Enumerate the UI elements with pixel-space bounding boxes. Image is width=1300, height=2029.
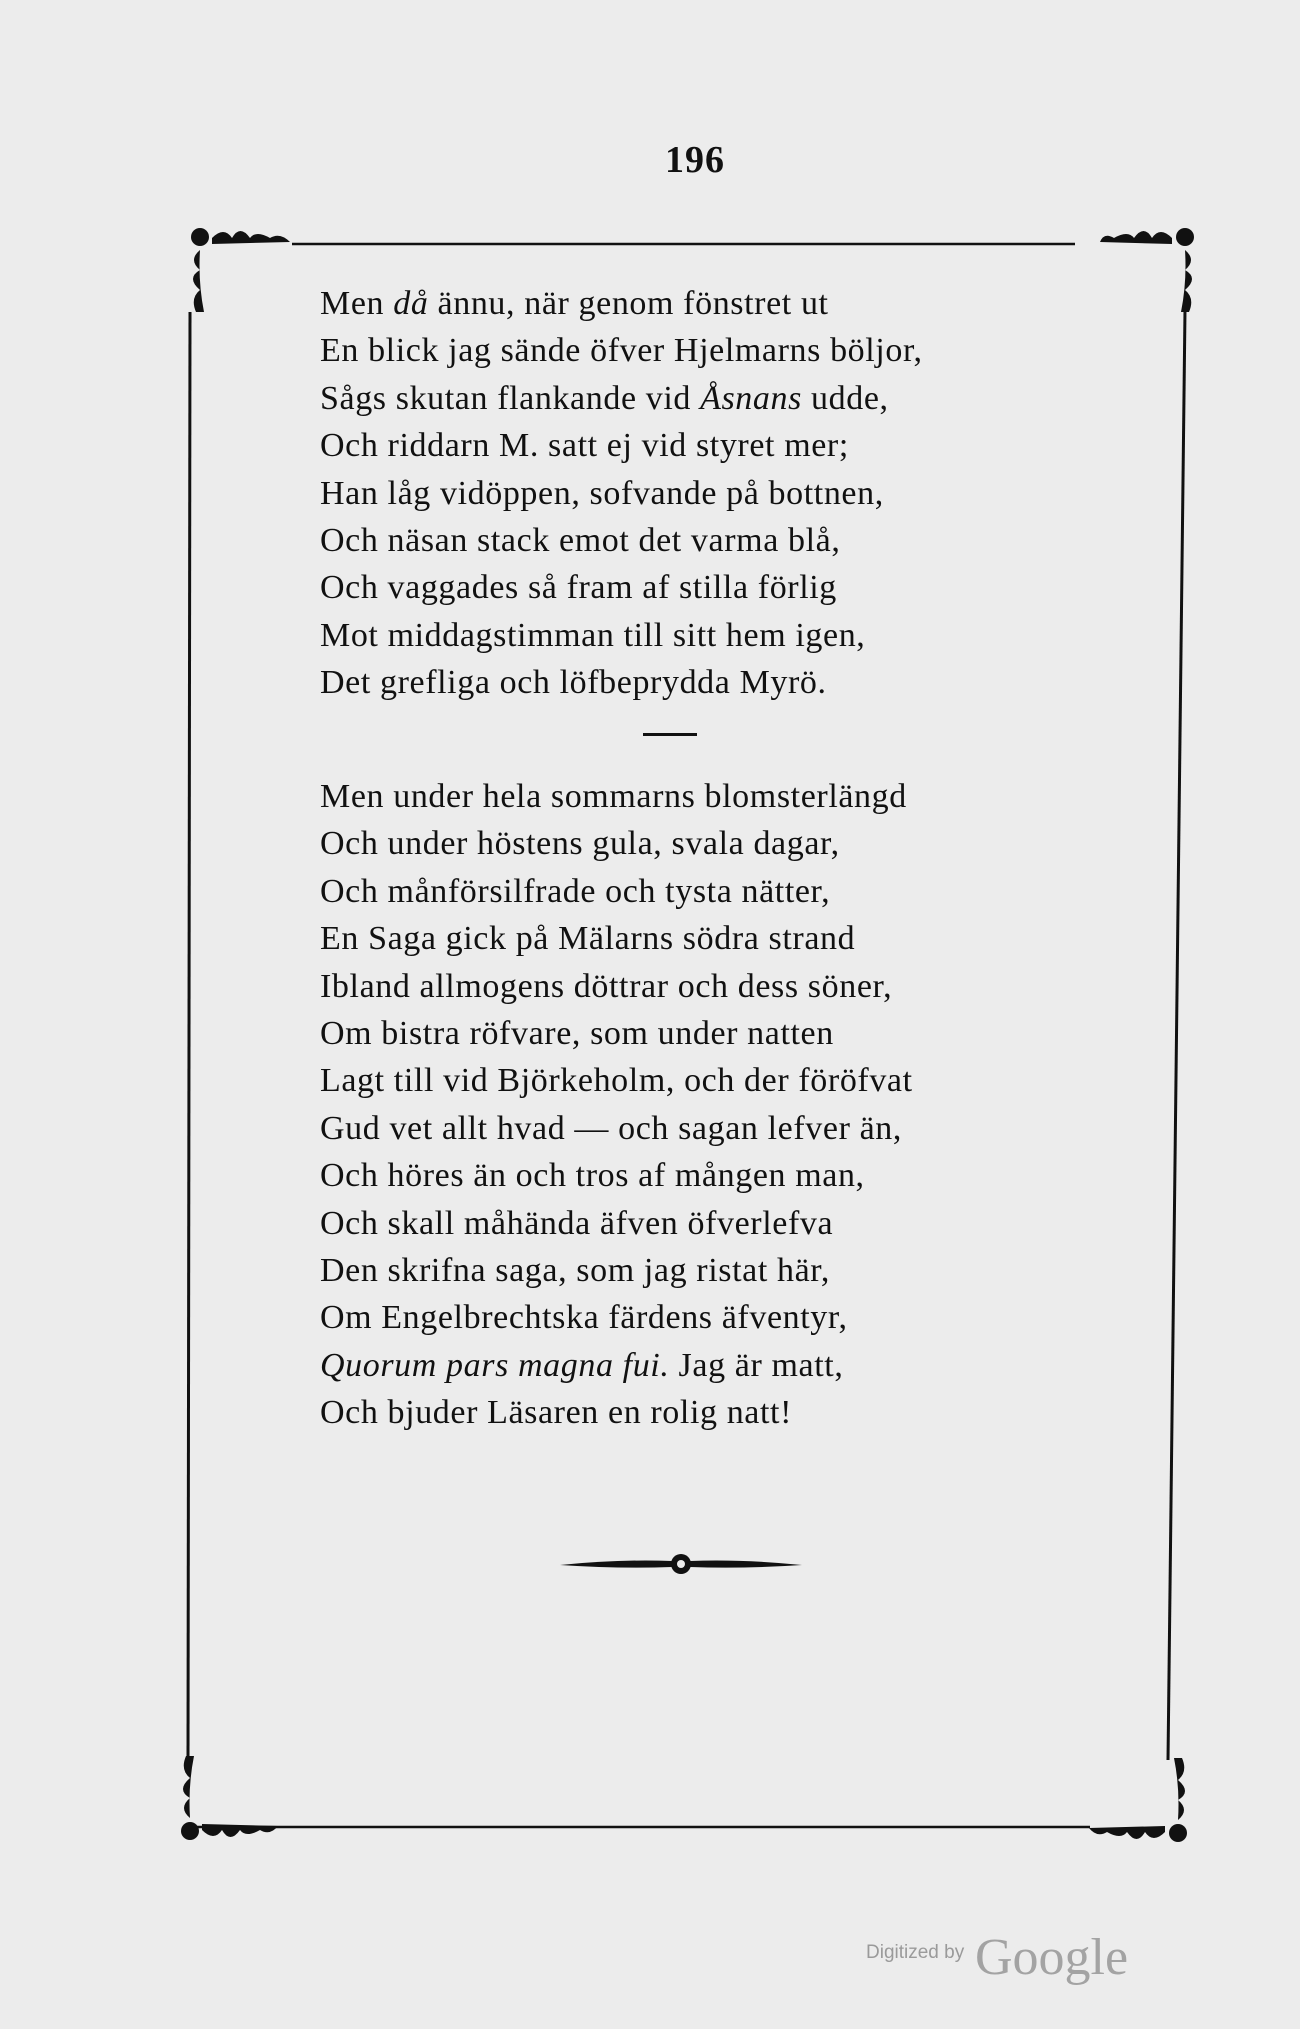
corner-flourish-icon xyxy=(181,1756,278,1840)
verse-line: Gud vet allt hvad — och sagan lefver än, xyxy=(320,1109,902,1147)
verse-line: En Saga gick på Mälarns södra strand xyxy=(320,920,856,958)
verse-line: Och näsan stack emot det varma blå, xyxy=(320,522,841,560)
verse-line: Det grefliga och löfbeprydda Myrö. xyxy=(320,664,827,702)
verse-line: Och skall måhända äfven öfverlefva xyxy=(320,1204,834,1242)
corner-flourish-icon xyxy=(1089,1758,1187,1842)
verse-line: Och riddarn M. satt ej vid styret mer; xyxy=(320,427,849,465)
verse-line: Lagt till vid Björkeholm, och der föröfvat xyxy=(320,1062,913,1100)
verse-line: Och under höstens gula, svala dagar, xyxy=(320,825,840,863)
verse-line: En blick jag sände öfver Hjelmarns böljor, xyxy=(320,332,923,370)
verse-line: Men då ännu, när genom fönstret ut xyxy=(320,285,829,322)
stanza-2 xyxy=(320,773,913,1437)
frame-right-rule xyxy=(1168,310,1185,1760)
digitized-by-label: Digitized by xyxy=(866,1942,965,1963)
verse-line: Han låg vidöppen, sofvande på bottnen, xyxy=(320,474,884,512)
verse-line: Om Engelbrechtska färdens äfventyr, xyxy=(320,1299,848,1337)
stanza-1 xyxy=(320,280,923,707)
verse-line: Ibland allmogens döttrar och dess söner, xyxy=(320,967,893,1005)
verse-line: Och höres än och tros af mången man, xyxy=(320,1157,865,1195)
verse-line: Om bistra röfvare, som under natten xyxy=(320,1015,834,1053)
verse-line: Och månförsilfrade och tysta nätter, xyxy=(320,872,831,910)
verse-line: Den skrifna saga, som jag ristat här, xyxy=(320,1252,830,1290)
stanza-divider xyxy=(643,733,697,736)
frame-left-rule xyxy=(188,312,190,1760)
corner-flourish-icon xyxy=(1100,228,1194,312)
verse-line: Mot middagstimman till sitt hem igen, xyxy=(320,616,866,654)
verse-line: Sågs skutan flankande vid Åsnans udde, xyxy=(320,379,889,417)
verse-line: Quorum pars magna fui. Jag är matt, xyxy=(320,1346,844,1384)
google-logo xyxy=(975,1929,1129,1986)
verse-line: Men under hela sommarns blomsterlängd xyxy=(320,778,907,815)
tailpiece-ornament-icon xyxy=(560,1554,802,1574)
page-number: 196 xyxy=(665,139,725,181)
google-wordmark: Google xyxy=(975,1929,1129,1986)
verse-line: Och vaggades så fram af stilla förlig xyxy=(320,569,837,607)
verse-line: Och bjuder Läsaren en rolig natt! xyxy=(320,1394,793,1432)
corner-flourish-icon xyxy=(191,228,290,312)
